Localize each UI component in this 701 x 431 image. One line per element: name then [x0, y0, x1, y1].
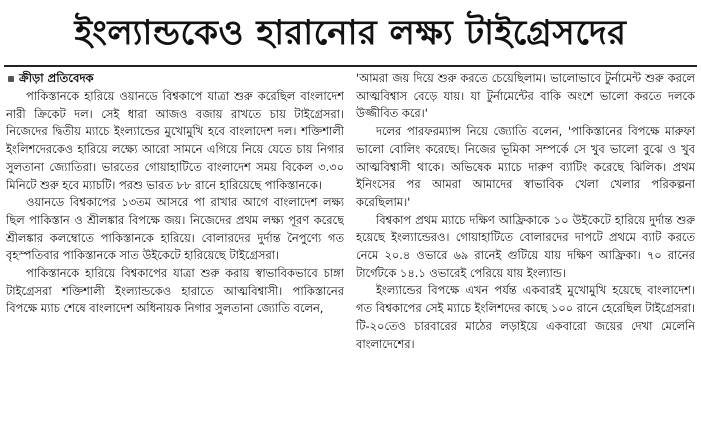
byline-row — [6, 70, 344, 88]
article-headline: ইংল্যান্ডকেও হারানোর লক্ষ্য টাইগ্রেসদের — [74, 13, 627, 53]
article-byline: ক্রীড়া প্রতিবেদক — [19, 71, 94, 86]
square-bullet-icon — [8, 76, 14, 82]
article-column-right — [356, 70, 695, 428]
article-paragraph: দলের পারফরম্যান্স নিয়ে জ্যোতি বলেন, 'পাকিস্তানের বিপক্ষে মারুফা ভালো বোলিং করেছে। নিজের ভূমিকা সম্পর্কে সে খুব ভালো বুঝে ও খুব আত্মবিশ্বাসী থাকে। অভিষেক ম্যাচে দারুণ ব্যাটিং করেছে ঝিলিক। প্রথম ইনিংসের পর আমরা আমাদের স্বাভাবিক খেলা খেলার পরিকল্পনা করেছিলাম।' — [356, 124, 695, 209]
article-paragraph: বিশ্বকাপ প্রথম ম্যাচে দক্ষিণ আফ্রিকাকে ১০ উইকেটে হারিয়ে দুর্দান্ত শুরু হয়েছে ইংল্যান্ডেরও। গোয়াহাটিতে বোলারদের দাপটে প্রথমে ব্যাট করতে নেমে ২০.৪ ওভারে ৬৯ রানেই গুটিয়ে যায় দক্ষিণ আফ্রিকা। ৭০ রানের টার্গেটকে ১৪.১ ওভারেই পেরিয়ে যায় ইংল্যান্ড। — [356, 212, 695, 280]
article-paragraph: পাকিস্তানকে হারিয়ে বিশ্বকাপের যাত্রা শুরু করায় স্বাভাবিকভাবে চাঙ্গা টাইগ্রেসরা শক্তিশালী ইংল্যান্ডকেও হারাতে আত্মবিশ্বাসী। পাকিস্তানের বিপক্ষে ম্যাচ শেষে বাংলাদেশ অধিনায়ক নিগার সুলতানা জ্যোতি বলেন, — [6, 266, 344, 316]
article-paragraph: 'আমরা জয় দিয়ে শুরু করতে চেয়েছিলাম। ভালোভাবে টুর্নামেন্ট শুরু করলে আত্মবিশ্বাস বেড়ে যায়। যা টুর্নামেন্টের বাকি অংশে ভালো করতে দলকে উজ্জীবিত করে।' — [356, 71, 695, 121]
article-column-left — [6, 70, 344, 428]
article-paragraph: ইংল্যান্ডের বিপক্ষে এখন পর্যন্ত একবারই মুখোমুখি হয়েছে বাংলাদেশ। গত বিশ্বকাপের সেই ম্যাচে ইংলিশদের কাছে ১০০ রানে হেরেছিল টাইগ্রেসরা। টি-২০তেও চারবারের মাঠের লড়াইয়ে একবারো জয়ের দেখা মেলেনি বাংলাদেশের। — [356, 283, 695, 351]
headline-divider — [4, 65, 697, 67]
article-paragraph: পাকিস্তানকে হারিয়ে ওয়ানডে বিশ্বকাপে যাত্রা শুরু করেছিল বাংলাদেশ নারী ক্রিকেট দল। সেই ধারা আজও বজায় রাখতে চায় টাইগ্রেসরা। নিজেদের দ্বিতীয় ম্যাচে ইংল্যান্ডের মুখোমুখি হবে বাংলাদেশ দল। শক্তিশালী ইংলিশদেরকেও হারিয়ে লক্ষ্যে আরো সামনে এগিয়ে নিয়ে যেতে চায় নিগার সুলতানা জ্যোতিরা। ভারতের গোয়াহাটিতে বাংলাদেশ সময় বিকেল ৩.৩০ মিনিটে শুরু হবে ম্যাচটি। পরশু ভারত ৮৮ রানে হারিয়েছে পাকিস্তানকে। — [6, 89, 344, 192]
article-paragraph: ওয়ানডে বিশ্বকাপের ১৩তম আসরে পা রাখার আগে বাংলাদেশ লক্ষ্য ছিল পাকিস্তান ও শ্রীলঙ্কার বিপক্ষে জয়। নিজেদের প্রথম লক্ষ্য পূরণ করেছে শ্রীলঙ্কার কলম্বোতে পাকিস্তানকে হারিয়ে। বোলারদের দুর্দান্ত নৈপুণ্যে গত বৃহস্পতিবার পাকিস্তানকে সাত উইকেটে হারিয়েছে টাইগ্রেসরা। — [6, 195, 344, 263]
